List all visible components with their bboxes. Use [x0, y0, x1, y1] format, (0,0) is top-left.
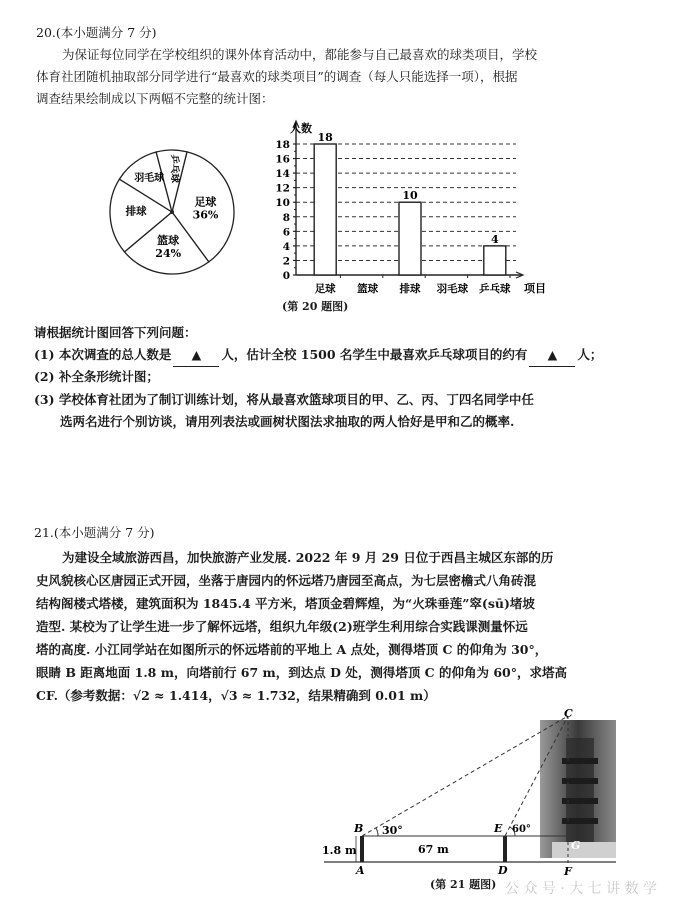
- q20-stem-line-3: 调查结果绘制成以下两幅不完整的统计图：: [36, 91, 274, 106]
- y-tick-label-8: 8: [282, 211, 290, 224]
- point-b: B: [354, 822, 364, 835]
- x-category-label-5: 乒乓球: [479, 283, 511, 295]
- point-c: C: [564, 708, 573, 720]
- bar-3: [399, 202, 421, 275]
- q20-sub1: [34, 344, 602, 367]
- pie-label-2: 篮球: [157, 234, 180, 248]
- bar-1: [314, 144, 336, 275]
- bar-value-label-3: 10: [402, 189, 418, 203]
- angle-label-30: 30°: [382, 824, 403, 837]
- q21-stem-line-6: 眼睛 B 距离地面 1.8 m，向塔前行 67 m，到达点 D 处，测得塔顶 C 的仰角为 60°，求塔高: [36, 665, 567, 680]
- q20-sub2: (2) 补全条形统计图；: [34, 369, 159, 384]
- bar-5: [484, 246, 506, 275]
- q21-stem-line-3: 结构阁楼式塔楼，建筑面积为 1845.4 平方米，塔顶金碧辉煌，为“火珠垂莲”窣(sū)堵坡: [36, 596, 535, 611]
- answer-blank-2[interactable]: [529, 344, 575, 367]
- y-tick-label-2: 2: [282, 255, 290, 268]
- bar-value-label-1: 18: [317, 131, 333, 144]
- pie-label-4: 羽毛球: [134, 173, 165, 185]
- q20-sub3-line-2: 选两名进行个别访谈，请用列表法或画树状图法求抽取的两人恰好是甲和乙的概率.: [60, 414, 515, 429]
- height-label: 1.8 m: [322, 844, 357, 857]
- y-tick-label-4: 4: [282, 240, 290, 253]
- y-tick-label-12: 12: [275, 182, 290, 195]
- angle-label-60: 60°: [512, 824, 531, 835]
- y-tick-label-0: 0: [282, 270, 290, 282]
- point-e: E: [494, 822, 503, 835]
- tower-photo: [540, 720, 616, 858]
- pie-percent-2: 24%: [155, 247, 182, 261]
- q20-sub1-text-a: (1) 本次调查的总人数是: [34, 347, 172, 362]
- q21-figure-caption: (第 21 题图): [430, 878, 497, 891]
- distance-label: 67 m: [418, 843, 449, 856]
- bar-chart: [258, 112, 558, 302]
- blank-marker: ▲: [191, 347, 202, 362]
- q20-stem-line-1: 为保证每位同学在学校组织的课外体育活动中，都能参与自己最喜欢的球类项目，学校: [62, 47, 538, 62]
- bar-value-label-5: 4: [490, 232, 499, 246]
- pie-label-5: 乒乓球: [168, 154, 180, 183]
- x-category-label-3: 排球: [399, 283, 421, 295]
- q20-prompt: 请根据统计图回答下列问题：: [34, 325, 197, 340]
- q21-stem-line-4: 造型. 某校为了让学生进一步了解怀远塔，组织九年级(2)班学生利用综合实践课测量怀远: [36, 619, 528, 634]
- tower-figure: [318, 708, 618, 878]
- bar-bars: [314, 131, 506, 275]
- q20-sub3-line-1: (3) 学校体育社团为了制订训练计划，将从最喜欢篮球项目的甲、乙、丙、丁四名同学中任: [34, 392, 534, 407]
- q20-header: 20.(本小题满分 7 分): [36, 25, 157, 40]
- x-category-label-2: 篮球: [357, 283, 379, 295]
- bar-x-axis-label: 项目: [524, 282, 546, 295]
- q21-header: 21.(本小题满分 7 分): [34, 525, 155, 540]
- pie-chart: [100, 140, 250, 290]
- pie-label-1: 足球: [194, 195, 217, 209]
- observer-de: [503, 836, 507, 862]
- y-tick-label-18: 18: [275, 139, 290, 151]
- x-category-label-1: 足球: [314, 283, 336, 295]
- bar-categories: [315, 282, 511, 295]
- q21-stem-line-5: 塔的高度. 小江同学站在如图所示的怀远塔前的平地上 A 点处，测得塔顶 C 的仰角为 30°，: [36, 642, 548, 657]
- answer-blank-1[interactable]: [173, 344, 219, 367]
- q20-stem-line-2: 体育社团随机抽取部分同学进行“最喜欢的球类项目”的调查（每人只能选择一项），根据: [36, 69, 518, 84]
- point-f: F: [564, 865, 572, 878]
- blank-marker: ▲: [547, 347, 558, 362]
- pie-center: [170, 210, 174, 214]
- q20-sub1-text-b: 人，估计全校 1500 名学生中最喜欢乒乓球项目的约有: [221, 347, 528, 362]
- pie-percent-1: 36%: [192, 208, 219, 222]
- observer-ab: [360, 836, 364, 862]
- q20-sub1-text-c: 人；: [577, 347, 603, 362]
- y-tick-label-10: 10: [275, 197, 290, 210]
- y-tick-label-16: 16: [275, 153, 290, 166]
- q21-stem-line-7: CF.（参考数据：√2 ≈ 1.414，√3 ≈ 1.732，结果精确到 0.01 m）: [36, 688, 436, 703]
- point-g: G: [571, 839, 581, 852]
- q21-stem-line-1: 为建设全域旅游西昌，加快旅游产业发展. 2022 年 9 月 29 日位于西昌主城区东部的历: [62, 550, 554, 565]
- y-tick-label-14: 14: [275, 168, 290, 181]
- angle-arc-30: [376, 828, 378, 836]
- q20-figure-caption: (第 20 题图): [282, 300, 349, 313]
- y-tick-label-6: 6: [282, 226, 290, 239]
- watermark: 公 众 号 · 大 七 讲 数 学: [505, 881, 658, 897]
- q21-stem-line-2: 史风貌核心区唐园正式开园，坐落于唐园内的怀远塔乃唐园至高点，为七层密檐式八角砖混: [36, 573, 537, 588]
- x-category-label-4: 羽毛球: [436, 283, 469, 295]
- sight-line-bc: [362, 716, 568, 836]
- pie-label-3: 排球: [125, 205, 147, 218]
- point-a: A: [356, 864, 365, 877]
- bar-y-axis-label: 人数: [290, 122, 312, 135]
- point-d: D: [498, 864, 508, 877]
- bar-ticks: [275, 139, 296, 282]
